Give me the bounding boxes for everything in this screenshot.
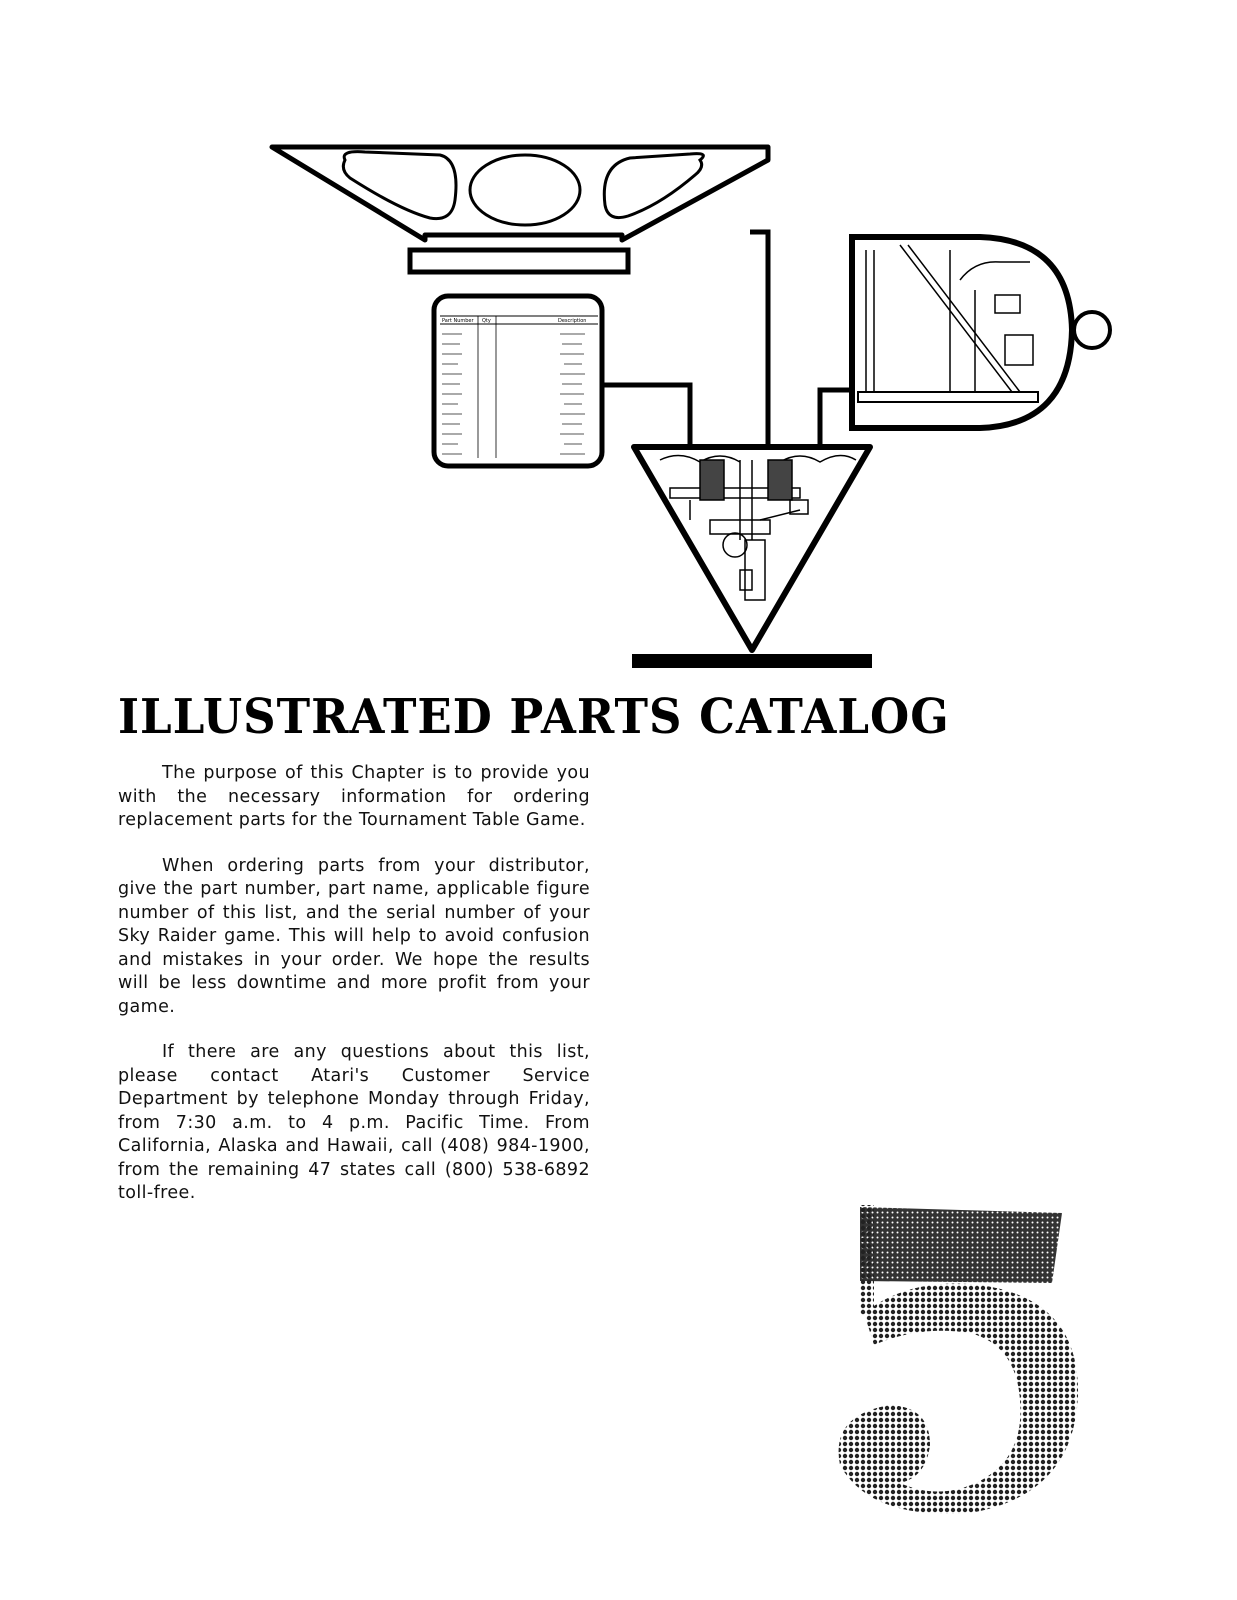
paragraph-purpose: The purpose of this Chapter is to provide you with the necessary information for ordering replacement parts for the Tournament Table Game. [118,763,590,830]
parts-catalog-illustration [0,0,1237,680]
connector-line [750,232,768,460]
paragraph-ordering: When ordering parts from your distributor, give the part number, part name, applicable figure number of this list, and the serial number of your Sky Raider game. This will help to avoid confusion and mistakes in your order. We hope the results will be less downtime and more profit from your game. [118,855,590,1017]
cabinet-cutaway-drawing [852,237,1110,428]
parts-list-thumbnail [434,296,602,466]
chapter-number: 5 [730,1095,731,1096]
intro-text [118,762,590,1228]
col-qty: Qty [482,318,491,324]
col-part-number: Part Number [442,318,474,324]
col-description: Description [558,318,587,324]
paragraph-contact: If there are any questions about this list, please contact Atari's Customer Service Department by telephone Monday through Friday, from 7:30 a.m. to 4 p.m. Pacific Time. From California, Alaska and Hawaii, call (408) 984-1900, from the remaining 47 states call (800) 538-6892 toll-free. [118,1042,590,1203]
mechanism-cutaway-drawing [632,447,872,668]
chapter-number-five-graphic [730,1095,1090,1525]
page-title: ILLUSTRATED PARTS CATALOG [118,688,950,745]
table-top-drawing [272,147,768,272]
